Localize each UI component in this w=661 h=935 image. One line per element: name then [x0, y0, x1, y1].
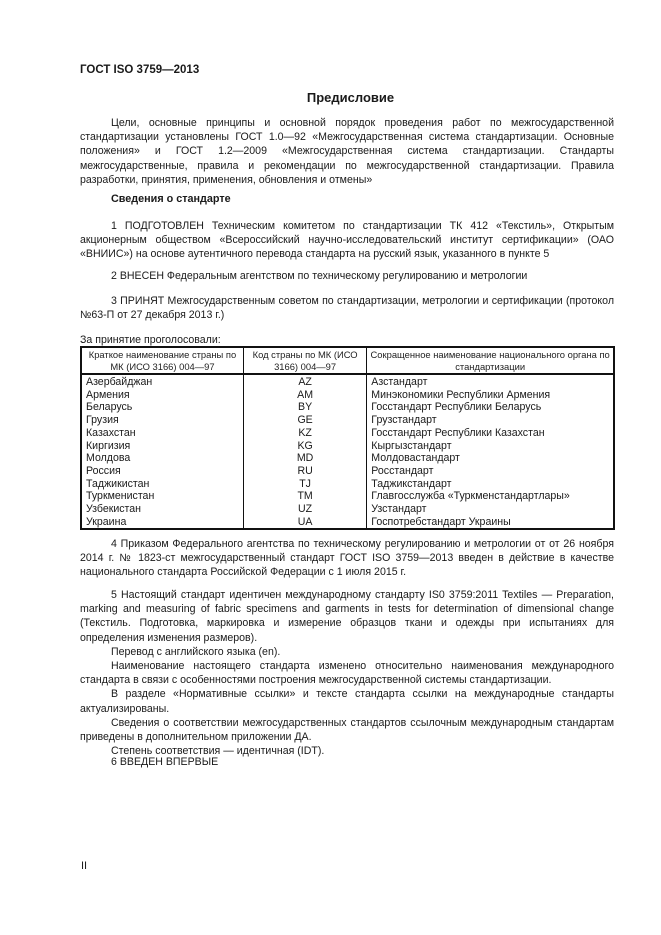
table-row	[81, 440, 614, 453]
body-cell: Росстандарт	[367, 465, 614, 478]
table-row	[81, 401, 614, 414]
code-cell: TM	[243, 490, 366, 503]
item-4-text: 4 Приказом Федерального агентства по техническому регулированию и метрологии от от 26 ноября 2014 г. № 1823-ст межгосударственный стандарт ГОСТ ISO 3759—2013 введен в действие в качестве национального стандарта Российской Федерации с 1 июля 2015 г.	[80, 538, 614, 579]
table-row	[81, 490, 614, 503]
vote-label: За принятие проголосовали:	[80, 334, 221, 346]
body-cell: Азстандарт	[367, 374, 614, 389]
item-5-text: 5 Настоящий стандарт идентичен международному стандарту IS0 3759:2011 Textiles — Preparation, marking and measuring of fabric specimens and garments in tests for determination of dimensional change (Текстиль. Подготовка, маркировка и измерение образцов ткани и одежды при испытаниях для определения изменения размеров).	[80, 589, 614, 644]
country-cell: Грузия	[81, 414, 243, 427]
intro-paragraph	[80, 116, 614, 187]
country-cell: Армения	[81, 389, 243, 402]
table-body	[81, 374, 614, 529]
body-cell: Таджикстандарт	[367, 478, 614, 491]
column-header-code: Код страны по МК (ИСО 3166) 004—97	[243, 347, 366, 374]
code-cell: BY	[243, 401, 366, 414]
table-row	[81, 478, 614, 491]
item-6	[80, 755, 614, 769]
table-row	[81, 516, 614, 530]
code-cell: AM	[243, 389, 366, 402]
intro-text: Цели, основные принципы и основной порядок проведения работ по межгосударственной стандартизации установлены ГОСТ 1.0—92 «Межгосударственная система стандартизации. Основные положения» и ГОСТ 1.2—2009 «Межгосударственная система стандартизации. Стандарты межгосударственные, правила и рекомендации по межгосударственной стандартизации. Правила разработки, принятия, применения, обновления и отмены»	[80, 117, 614, 186]
country-cell: Туркменистан	[81, 490, 243, 503]
body-cell: Минэкономики Республики Армения	[367, 389, 614, 402]
table-row	[81, 452, 614, 465]
country-cell: Беларусь	[81, 401, 243, 414]
item-5-translation: Перевод с английского языка (en).	[111, 645, 281, 658]
table-header-row	[81, 347, 614, 374]
item-5-references: В разделе «Нормативные ссылки» и тексте стандарта ссылки на международные стандарты актуализированы.	[80, 688, 614, 715]
country-cell: Таджикистан	[81, 478, 243, 491]
country-cell: Украина	[81, 516, 243, 530]
table-row	[81, 503, 614, 516]
country-cell: Киргизия	[81, 440, 243, 453]
body-cell: Госстандарт Республики Беларусь	[367, 401, 614, 414]
body-cell: Госстандарт Республики Казахстан	[367, 427, 614, 440]
item-5-annex: Сведения о соответствии межгосударственных стандартов ссылочным международным стандартам приведены в дополнительном приложении ДА.	[80, 716, 614, 744]
body-cell: Узстандарт	[367, 503, 614, 516]
code-cell: AZ	[243, 374, 366, 389]
item-5	[80, 588, 614, 758]
item-6-text: 6 ВВЕДЕН ВПЕРВЫЕ	[111, 756, 219, 768]
column-header-body: Сокращенное наименование национального органа по стандартизации	[367, 347, 614, 374]
section-heading: Сведения о стандарте	[111, 193, 231, 205]
body-cell: Госпотребстандарт Украины	[367, 516, 614, 530]
country-cell: Россия	[81, 465, 243, 478]
item-3	[80, 294, 614, 322]
item-5-degree: Степень соответствия — идентичная (IDT).	[111, 745, 325, 758]
item-2-text: 2 ВНЕСЕН Федеральным агентством по техническому регулированию и метрологии	[111, 270, 528, 282]
item-1-text: 1 ПОДГОТОВЛЕН Техническим комитетом по стандартизации ТК 412 «Текстиль», Открытым акционерным обществом «Всероссийский научно-исследовательский институт сертификации» (ОАО «ВНИИС») на основе аутентичного перевода стандарта на русский язык, указанного в пункте 5	[80, 220, 614, 261]
code-cell: UA	[243, 516, 366, 530]
member-states-table	[80, 346, 615, 530]
item-1	[80, 219, 614, 262]
table-row	[81, 465, 614, 478]
country-cell: Узбекистан	[81, 503, 243, 516]
table-row	[81, 389, 614, 402]
document-code: ГОСТ ISO 3759—2013	[80, 64, 200, 76]
column-header-country: Краткое наименование страны по МК (ИСО 3166) 004—97	[81, 347, 243, 374]
country-cell: Азербайджан	[81, 374, 243, 389]
table-row	[81, 427, 614, 440]
body-cell: Кыргызстандарт	[367, 440, 614, 453]
page-title: Предисловие	[306, 90, 395, 105]
item-3-text: 3 ПРИНЯТ Межгосударственным советом по стандартизации, метрологии и сертификации (протокол №63-П от 27 декабря 2013 г.)	[80, 295, 614, 322]
code-cell: MD	[243, 452, 366, 465]
code-cell: KZ	[243, 427, 366, 440]
country-cell: Казахстан	[81, 427, 243, 440]
body-cell: Главгосслужба «Туркменстандартлары»	[367, 490, 614, 503]
item-2	[80, 269, 614, 283]
code-cell: KG	[243, 440, 366, 453]
code-cell: TJ	[243, 478, 366, 491]
body-cell: Грузстандарт	[367, 414, 614, 427]
page-number: II	[81, 860, 88, 872]
code-cell: UZ	[243, 503, 366, 516]
item-4	[80, 537, 614, 580]
code-cell: RU	[243, 465, 366, 478]
body-cell: Молдовастандарт	[367, 452, 614, 465]
country-cell: Молдова	[81, 452, 243, 465]
item-5-name-change: Наименование настоящего стандарта изменено относительно наименования международного стандарта в связи с особенностями построения межгосударственной системы стандартизации.	[80, 660, 614, 687]
code-cell: GE	[243, 414, 366, 427]
table-row	[81, 414, 614, 427]
table-row	[81, 374, 614, 389]
